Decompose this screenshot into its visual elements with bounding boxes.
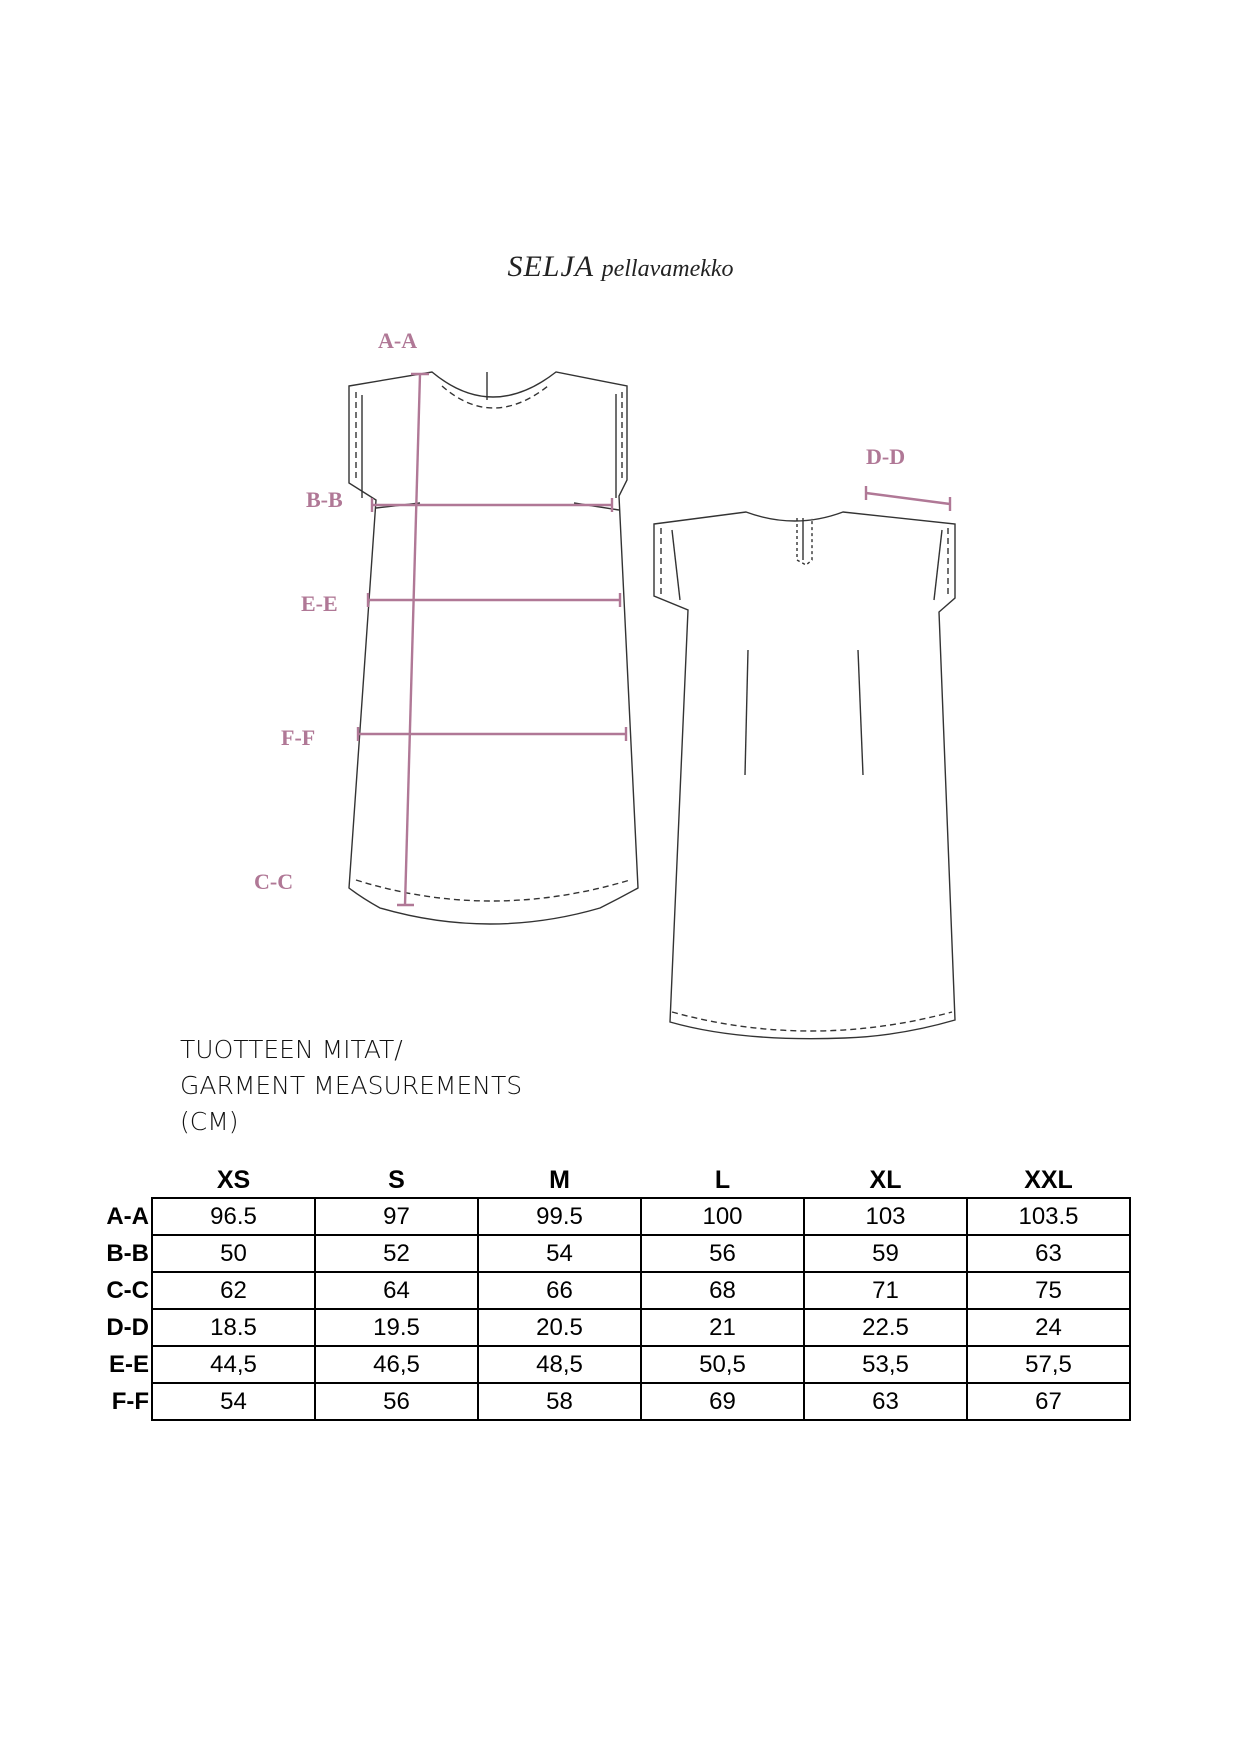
table-cell: 64 xyxy=(315,1272,478,1309)
table-cell: 99.5 xyxy=(478,1198,641,1235)
table-row xyxy=(95,1346,1130,1383)
table-cell: 69 xyxy=(641,1383,804,1420)
table-cell: 66 xyxy=(478,1272,641,1309)
table-cell: 56 xyxy=(315,1383,478,1420)
row-header: D-D xyxy=(106,1313,149,1341)
front-dress-drawing xyxy=(349,372,638,924)
table-cell: 50,5 xyxy=(641,1346,804,1383)
column-header: L xyxy=(714,1166,731,1194)
row-header: B-B xyxy=(106,1239,149,1267)
table-cell: 44,5 xyxy=(152,1346,315,1383)
table-cell: 63 xyxy=(804,1383,967,1420)
heading-line-2: GARMENT MEASUREMENTS xyxy=(180,1071,523,1100)
label-bb: B-B xyxy=(306,487,343,512)
column-header: XXL xyxy=(1024,1166,1073,1194)
table-row xyxy=(95,1383,1130,1420)
title-name: SELJA xyxy=(507,250,595,283)
column-header: XS xyxy=(216,1166,251,1194)
row-header: E-E xyxy=(108,1350,149,1378)
table-cell: 100 xyxy=(641,1198,804,1235)
table-cell: 97 xyxy=(315,1198,478,1235)
row-header: F-F xyxy=(111,1387,149,1415)
row-header: C-C xyxy=(106,1276,149,1304)
heading-line-1: TUOTTEEN MITAT/ xyxy=(180,1035,403,1064)
table-cell: 48,5 xyxy=(478,1346,641,1383)
label-cc: C-C xyxy=(254,869,294,894)
table-cell: 59 xyxy=(804,1235,967,1272)
table-cell: 103.5 xyxy=(967,1198,1130,1235)
table-cell: 18.5 xyxy=(152,1309,315,1346)
table-row xyxy=(95,1235,1130,1272)
label-ee: E-E xyxy=(301,591,338,616)
table-cell: 22.5 xyxy=(804,1309,967,1346)
table-cell: 75 xyxy=(967,1272,1130,1309)
table-cell: 58 xyxy=(478,1383,641,1420)
label-aa: A-A xyxy=(378,328,418,353)
row-header: A-A xyxy=(106,1202,149,1230)
table-cell: 19.5 xyxy=(315,1309,478,1346)
table-cell: 50 xyxy=(152,1235,315,1272)
title-subtitle: pellavamekko xyxy=(601,256,734,282)
measurements-heading xyxy=(180,1032,522,1140)
table-cell: 57,5 xyxy=(967,1346,1130,1383)
table-cell: 71 xyxy=(804,1272,967,1309)
table-cell: 53,5 xyxy=(804,1346,967,1383)
table-cell: 103 xyxy=(804,1198,967,1235)
table-cell: 96.5 xyxy=(152,1198,315,1235)
table-corner xyxy=(95,1157,152,1198)
back-dress-drawing xyxy=(654,512,955,1039)
table-cell: 21 xyxy=(641,1309,804,1346)
table-cell: 46,5 xyxy=(315,1346,478,1383)
table-header-row xyxy=(95,1157,1130,1198)
table-row xyxy=(95,1198,1130,1235)
measurement-lines xyxy=(358,374,950,905)
table-cell: 62 xyxy=(152,1272,315,1309)
label-dd: D-D xyxy=(866,444,906,469)
table-cell: 54 xyxy=(478,1235,641,1272)
column-header: XL xyxy=(869,1166,902,1194)
table-row xyxy=(95,1309,1130,1346)
measure-line-aa xyxy=(405,374,420,905)
table-cell: 24 xyxy=(967,1309,1130,1346)
table-cell: 68 xyxy=(641,1272,804,1309)
table-cell: 56 xyxy=(641,1235,804,1272)
measurements-table xyxy=(95,1157,1131,1421)
heading-line-3: (CM) xyxy=(180,1107,239,1136)
table-row xyxy=(95,1272,1130,1309)
measure-line-dd xyxy=(866,493,950,504)
table-cell: 20.5 xyxy=(478,1309,641,1346)
column-header: M xyxy=(549,1166,570,1194)
table-cell: 54 xyxy=(152,1383,315,1420)
label-ff: F-F xyxy=(281,725,316,750)
table-cell: 67 xyxy=(967,1383,1130,1420)
table-cell: 63 xyxy=(967,1235,1130,1272)
column-header: S xyxy=(388,1166,405,1194)
table-cell: 52 xyxy=(315,1235,478,1272)
